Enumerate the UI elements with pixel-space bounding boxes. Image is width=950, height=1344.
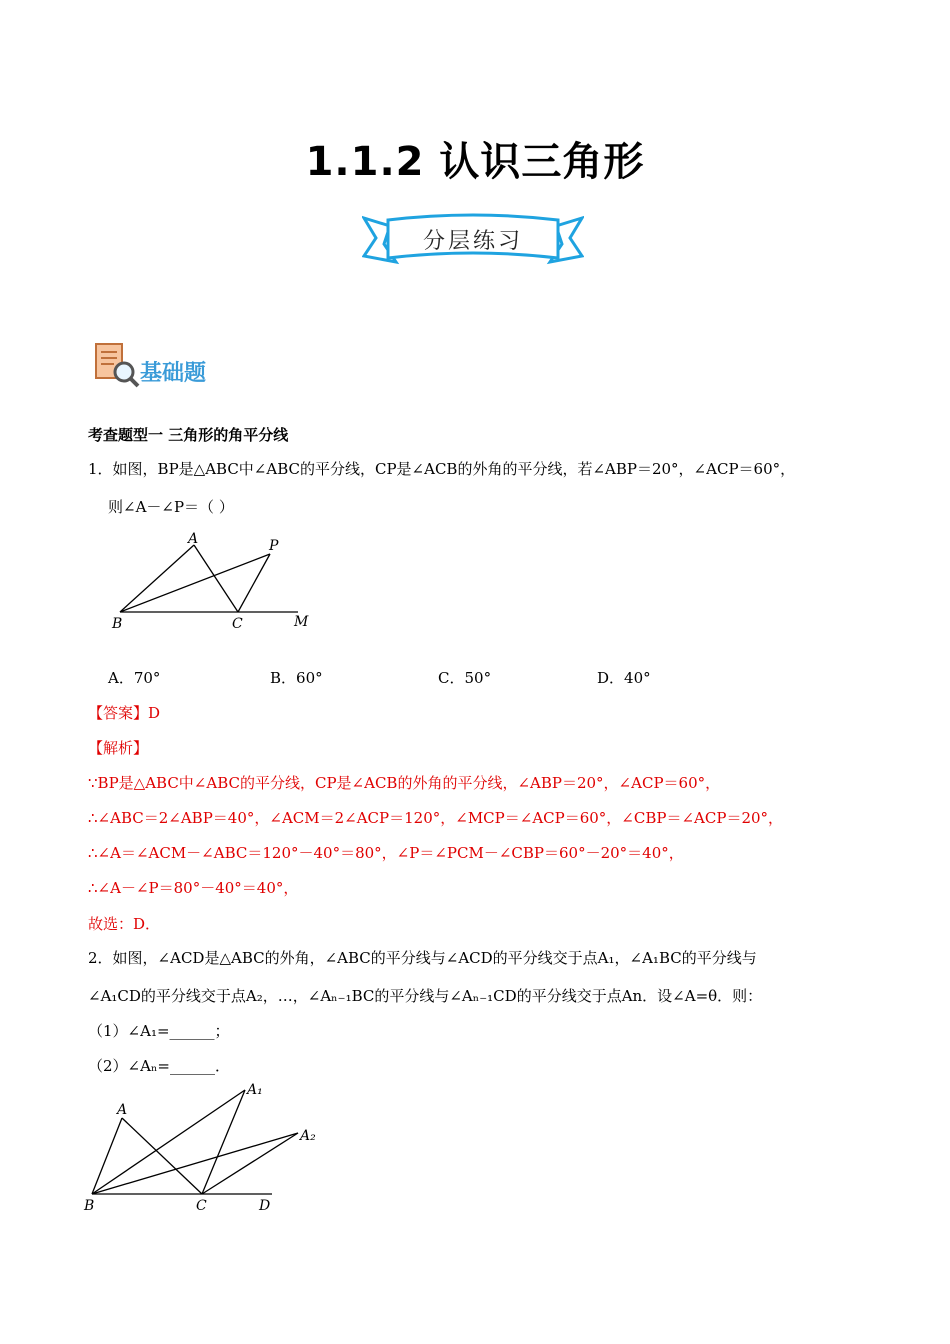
banner-text: 分层练习 <box>422 229 523 254</box>
q2-sub2: （2）∠Aₙ=______． <box>88 1057 231 1075</box>
book-magnifier-icon <box>92 340 142 388</box>
q2-line1: 2．如图，∠ACD是△ABC的外角，∠ABC的平分线与∠ACD的平分线交于点A₁，∠A₁BC的平分线与 <box>88 949 757 967</box>
analysis-line-3: ∴∠A＝∠ACM－∠ABC＝120°－40°＝80°，∠P＝∠PCM－∠CBP＝60°－20°＝40°， <box>88 844 684 862</box>
option-d: D．40° <box>597 669 651 687</box>
answer: 【答案】D <box>88 704 161 722</box>
label-B: B <box>112 616 123 632</box>
analysis-line-1: ∵BP是△ABC中∠ABC的平分线，CP是∠ACB的外角的平分线，∠ABP＝20°，∠ACP＝60°， <box>88 774 721 792</box>
label-A: A <box>117 1102 128 1118</box>
label-A2: A₂ <box>300 1128 316 1144</box>
label-B: B <box>84 1198 95 1214</box>
label-C: C <box>232 616 243 632</box>
analysis-label: 【解析】 <box>88 739 149 757</box>
q1-line1: 1．如图，BP是△ABC中∠ABC的平分线，CP是∠ACB的外角的平分线，若∠ABP＝20°，∠ACP＝60°， <box>88 460 796 478</box>
label-A: A <box>188 531 199 547</box>
option-a: A．70° <box>108 669 161 687</box>
q2-figure <box>82 1082 332 1214</box>
label-P: P <box>269 538 279 554</box>
label-C: C <box>196 1198 207 1214</box>
q2-sub1: （1）∠A₁=______； <box>88 1022 230 1040</box>
label-A1: A₁ <box>247 1082 263 1098</box>
option-b: B．60° <box>270 669 323 687</box>
q2-line2: ∠A₁CD的平分线交于点A₂，…，∠Aₙ₋₁BC的平分线与∠Aₙ₋₁CD的平分线交于点An．设∠A=θ．则： <box>88 987 763 1005</box>
section-label: 基础题 <box>140 361 207 386</box>
topic-heading: 考查题型一 三角形的角平分线 <box>88 426 289 444</box>
q1-line2: 则∠A－∠P＝（ ） <box>108 498 234 516</box>
label-D: D <box>259 1198 271 1214</box>
q1-figure <box>108 530 328 635</box>
conclusion: 故选：D． <box>88 915 161 933</box>
option-c: C．50° <box>438 669 492 687</box>
analysis-line-2: ∴∠ABC＝2∠ABP＝40°，∠ACM＝2∠ACP＝120°，∠MCP＝∠ACP＝60°，∠CBP＝∠ACP＝20°， <box>88 809 784 827</box>
analysis-line-4: ∴∠A－∠P＝80°－40°＝40°， <box>88 879 299 897</box>
page-title: 1.1.2 认识三角形 <box>305 139 645 185</box>
label-M: M <box>294 614 309 630</box>
